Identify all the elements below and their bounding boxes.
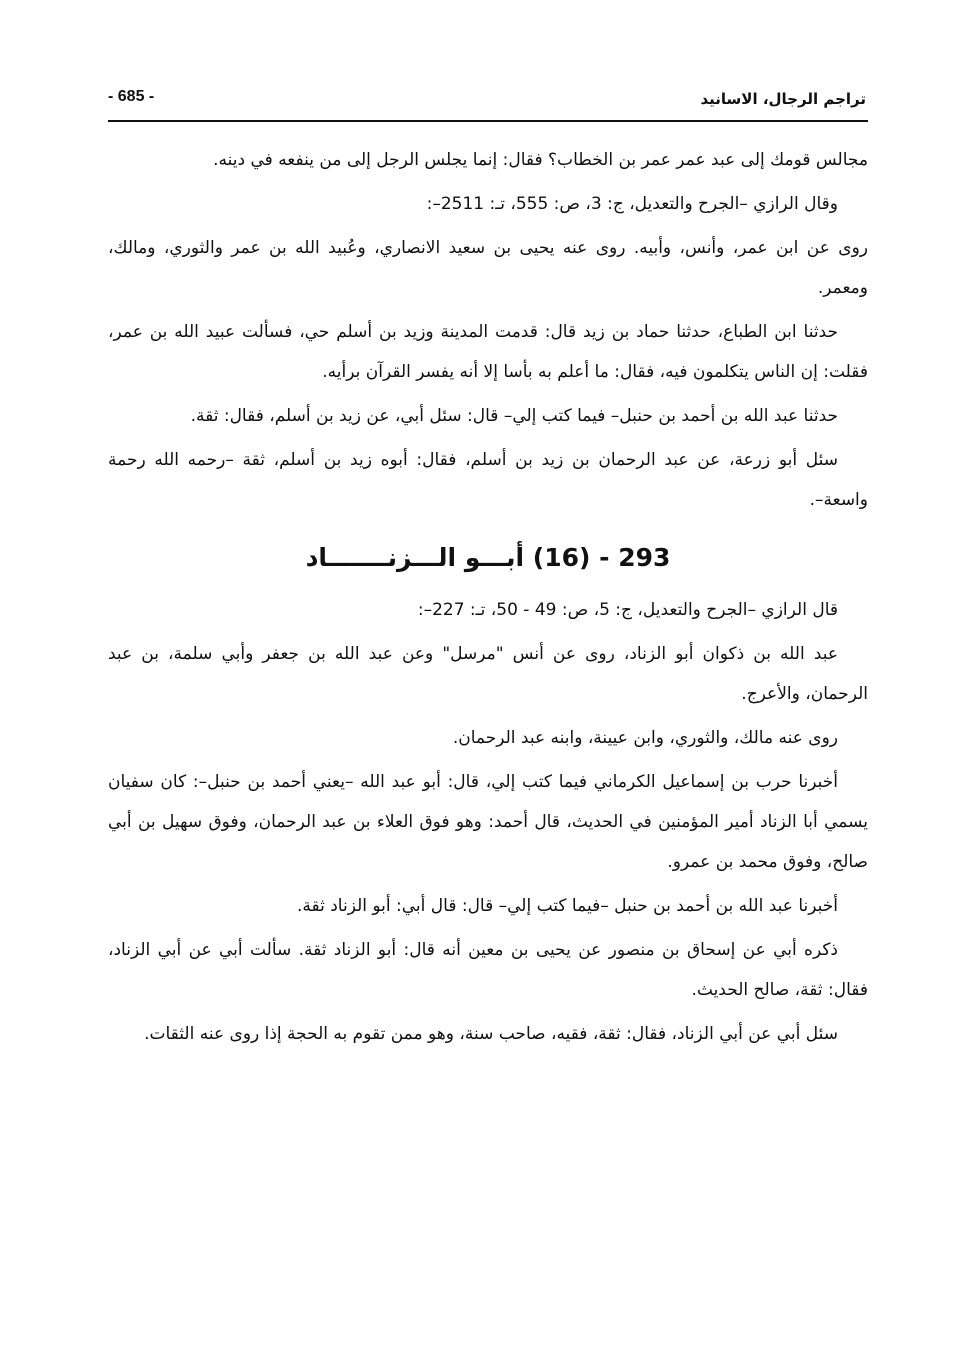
paragraph: عبد الله بن ذكوان أبو الزناد، روى عن أنس "مرسل" وعن عبد الله بن جعفر وأبي سلمة، بن عبد الرحمان، والأعرج. [108,644,868,704]
running-title: تراجم الرجال، الاسانيد [700,90,866,108]
paragraph: سئل أبو زرعة، عن عبد الرحمان بن زيد بن أسلم، فقال: أبوه زيد بن أسلم، ثقة –رحمه الله رحمة واسعة–. [108,450,868,510]
paragraph: مجالس قومك إلى عبد عمر عمر بن الخطاب؟ فقال: إنما يجلس الرجل إلى من ينفعه في دينه. [213,150,868,170]
page-number: - 685 - [108,88,155,105]
paragraph: روى عن ابن عمر، وأنس، وأبيه. روى عنه يحيى بن سعيد الانصاري، وعُبيد الله بن عمر والثوري، ومالك، ومعمر. [108,238,868,298]
paragraph: أخبرنا عبد الله بن أحمد بن حنبل –فيما كتب إلي– قال: قال أبي: أبو الزناد ثقة. [296,896,838,916]
paragraph: حدثنا عبد الله بن أحمد بن حنبل– فيما كتب إلي– قال: سئل أبي، عن زيد بن أسلم، فقال: ثقة. [190,406,838,426]
page-body [108,140,868,1054]
paragraph: وقال الرازي –الجرح والتعديل، ج: 3، ص: 555، تـ: 2511–: [426,194,838,214]
paragraph: سئل أبي عن أبي الزناد، فقال: ثقة، فقيه، صاحب سنة، وهو ممن تقوم به الحجة إذا روى عنه الثقات. [144,1024,838,1044]
section-heading: 293 - (16) أبـــو الـــزنـــــــاد [305,543,671,572]
paragraph: روى عنه مالك، والثوري، وابن عيينة، وابنه عبد الرحمان. [452,728,838,748]
header-divider [108,120,868,122]
page-header [108,88,866,118]
paragraph: أخبرنا حرب بن إسماعيل الكرماني فيما كتب إلي، قال: أبو عبد الله –يعني أحمد بن حنبل–: كان سفيان يسمي أبا الزناد أمير المؤمنين في الحديث، قال أحمد: وهو فوق العلاء بن عبد الرحمان، وفوق سهيل بن أبي صالح، وفوق محمد بن عمرو. [108,772,868,872]
paragraph: قال الرازي –الجرح والتعديل، ج: 5، ص: 49 - 50، تـ: 227–: [417,600,838,620]
paragraph: حدثنا ابن الطباع، حدثنا حماد بن زيد قال: قدمت المدينة وزيد بن أسلم حي، فسألت عبيد الله بن عمر، فقلت: إن الناس يتكلمون فيه، فقال: ما أعلم به بأسا إلا أنه يفسر القرآن برأيه. [108,322,868,382]
paragraph: ذكره أبي عن إسحاق بن منصور عن يحيى بن معين أنه قال: أبو الزناد ثقة. سألت أبي عن أبي الزناد، فقال: ثقة، صالح الحديث. [108,940,868,1000]
